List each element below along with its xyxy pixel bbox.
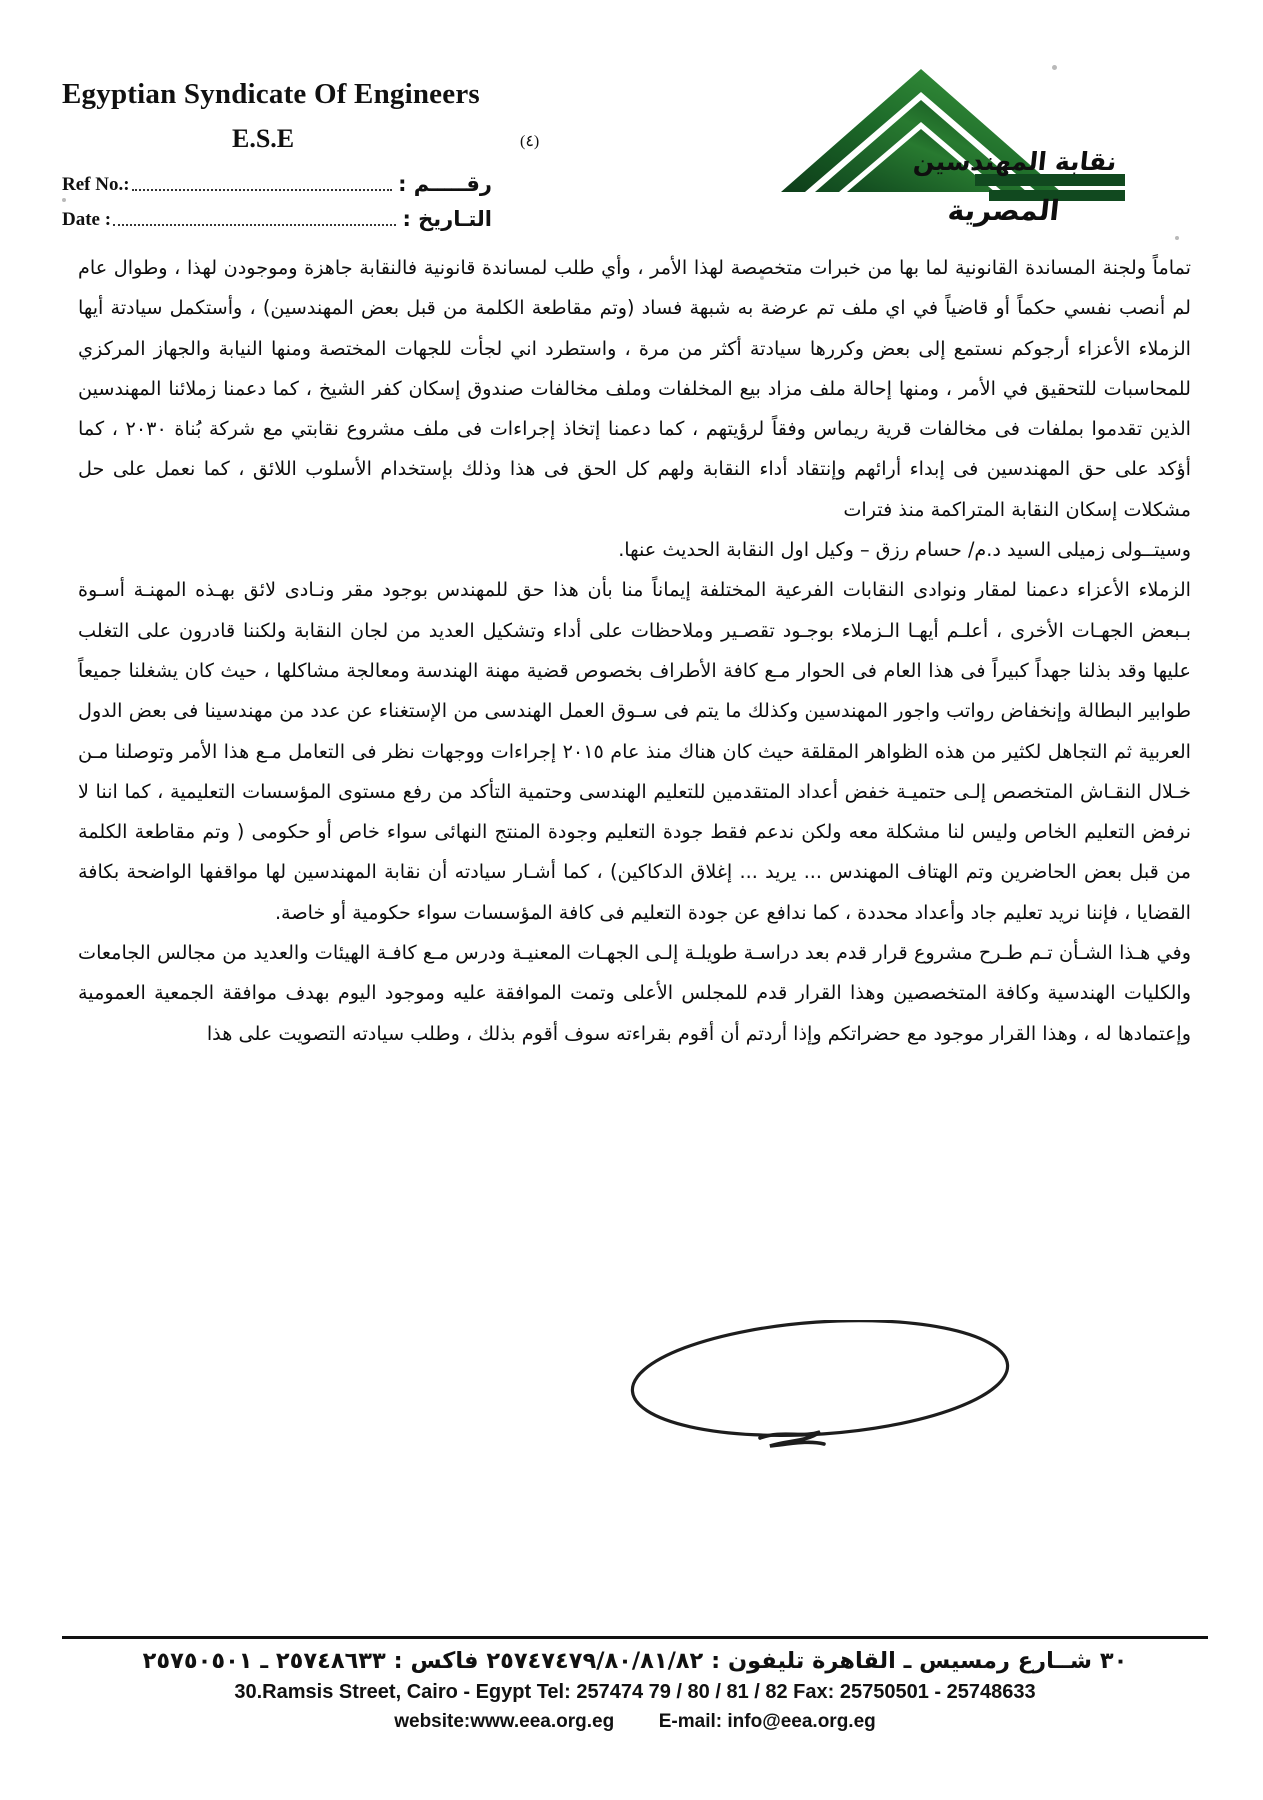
- ref-no-dotted-line: [132, 188, 393, 191]
- letter-body: [78, 248, 1191, 1054]
- footer-address-ar: ٣٠ شــارع رمسيس ـ القاهرة تليفون : ٢٥٧٤٧٤٧٩/٨٠/٨١/٨٢ فاكس : ٢٥٧٤٨٦٣٣ ـ ٢٥٧٥٠٥٠١: [142, 1648, 1128, 1674]
- letterhead-footer: [55, 1648, 1215, 1733]
- footer-address-en: 30.Ramsis Street, Cairo - Egypt Tel: 257474 79 / 80 / 81 / 82 Fax: 25750501 - 25748633: [234, 1681, 1036, 1703]
- footer-web-row: [55, 1711, 1215, 1733]
- ref-no-label-en: Ref No.:: [62, 174, 130, 195]
- organization-abbreviation: E.S.E: [232, 124, 295, 153]
- page-number-badge: (٤): [520, 133, 540, 150]
- footer-website[interactable]: website:www.eea.org.eg: [394, 1711, 615, 1732]
- date-dotted-line: [113, 223, 396, 226]
- footer-divider: [62, 1636, 1208, 1639]
- body-paragraph-2: وسيتــولى زميلى السيد د.م/ حسام رزق – وكيل اول النقابة الحديث عنها.: [618, 538, 1191, 562]
- pyramid-logo-icon: [775, 62, 1135, 227]
- date-label-ar: التـاريخ :: [402, 207, 492, 231]
- body-paragraph-4: وفي هـذا الشـأن تـم طـرح مشروع قرار قدم بعد دراسـة طويلـة إلـى الجهـات المعنيـة ودرس مـع كافـة الهيئات والعديد من مجالس الجامعات والكليات الهندسية وكافة المتخصصين وهذا القرار قدم للمجلس الأعلى وتمت الموافقة عليه وموجود اليوم بهدف موافقة الجمعية العمومية وإعتمادها له ، وهذا القرار موجود مع حضراتكم وإذا أردتم أن أقوم بقراءته سوف أقوم بذلك ، وطلب سيادته التصويت على هذا: [78, 941, 1191, 1045]
- ref-no-field-row: [62, 170, 492, 196]
- organization-title-en: Egyptian Syndicate Of Engineers: [62, 78, 480, 110]
- logo-text-top: نقابة المهندسين: [912, 147, 1119, 176]
- letterhead-header: [0, 0, 1263, 240]
- footer-email[interactable]: E-mail: info@eea.org.eg: [658, 1711, 876, 1732]
- body-paragraph-3: الزملاء الأعزاء دعمنا لمقار ونوادى النقابات الفرعية المختلفة إيماناً منا بأن هذا حق للمهندس بوجود مقر ونـادى لائق بهـذه المهنـة أسـوة بـبعض الجهـات الأخرى ، أعلـم أيهـا الـزملاء بوجـود تقصـير وملاحظات على أداء وتشكيل العديد من لجان النقابة ولكننا قادرون على التغلب عليها وقد بذلنا جهداً كبيراً فى هذا العام فى الحوار مـع كافة الأطراف بخصوص قضية مهنة الهندسة ومعالجة مشاكلها ، حيث كان يشغلنا جميعاً طوابير البطالة وإنخفاض رواتب واجور المهندسين وكذلك ما يتم فى سـوق العمل الهندسى من الإستغناء عن عدد من مهندسينا فى بعض الدول العربية ثم التجاهل لكثير من هذه الظواهر المقلقة حيث كان هناك منذ عام ٢٠١٥ إجراءات ووجهات نظر فى التعامل مـع هذا الأمر وتوصلنا مـن خـلال النقـاش المتخصص إلـى حتميـة خفض أعداد المتقدمين للتعليم الهندسى وحتمية التأكد من رفع مستوى المؤسسات التعليمية ، كما اننا لا نرفض التعليم الخاص وليس لنا مشكلة معه ولكن ندعم فقط جودة التعليم وجودة المنتج النهائى سواء خاص أو حكومى ( وتم مقاطعة الكلمة من قبل بعض الحاضرين وتم الهتاف المهندس ... يريد ... إغلاق الدكاكين) ، كما أشـار سيادته أن نقابة المهندسين لها مواقفها الواضحة بكافة القضايا ، فإننا نريد تعليم جاد وأعداد محددة ، كما ندافع عن جودة التعليم فى كافة المؤسسات سواء حكومية أو خاصة.: [78, 578, 1191, 924]
- date-field-row: [62, 205, 492, 231]
- handwritten-circle-annotation: [610, 1320, 1130, 1480]
- syndicate-logo: [775, 62, 1135, 227]
- date-label-en: Date :: [62, 209, 112, 230]
- ref-no-label-ar: رقـــــم :: [398, 172, 492, 196]
- logo-text-bottom: المصرية: [946, 194, 1062, 227]
- ink-circle-icon: [610, 1320, 1130, 1480]
- body-paragraph-1: تماماً ولجنة المساندة القانونية لما بها من خبرات متخصصة لهذا الأمر ، وأي طلب لمساندة قانونية فالنقابة جاهزة وموجودن لهذا ، وطوال عام لم أنصب نفسي حكماً أو قاضياً في اي ملف تم عرضة به شبهة فساد (وتم مقاطعة الكلمة من قبل بعض المهندسين) ، وأستكمل سيادتة أيها الزملاء الأعزاء أرجوكم نستمع إلى بعض وكررها سيادتة أكثر من مرة ، واستطرد اني لجأت للجهات المختصة ومنها النيابة والجهاز المركزي للمحاسبات للتحقيق في الأمر ، ومنها إحالة ملف مزاد بيع المخلفات وملف مخالفات صندوق إسكان كفر الشيخ ، كما دعمنا زملائنا المهندسين الذين تقدموا بملفات فى مخالفات قرية ريماس وفقاً لرؤيتهم ، كما دعمنا إتخاذ إجراءات فى ملف مشروع نقابتي مع شركة بُناة ٢٠٣٠ ، كما أؤكد على حق المهندسين فى إبداء أرائهم وإنتقاد أداء النقابة ولهم كل الحق فى هذا وذلك بإستخدام الأسلوب اللائق ، كما نعمل على حل مشكلات إسكان النقابة المتراكمة منذ فترات: [78, 256, 1191, 521]
